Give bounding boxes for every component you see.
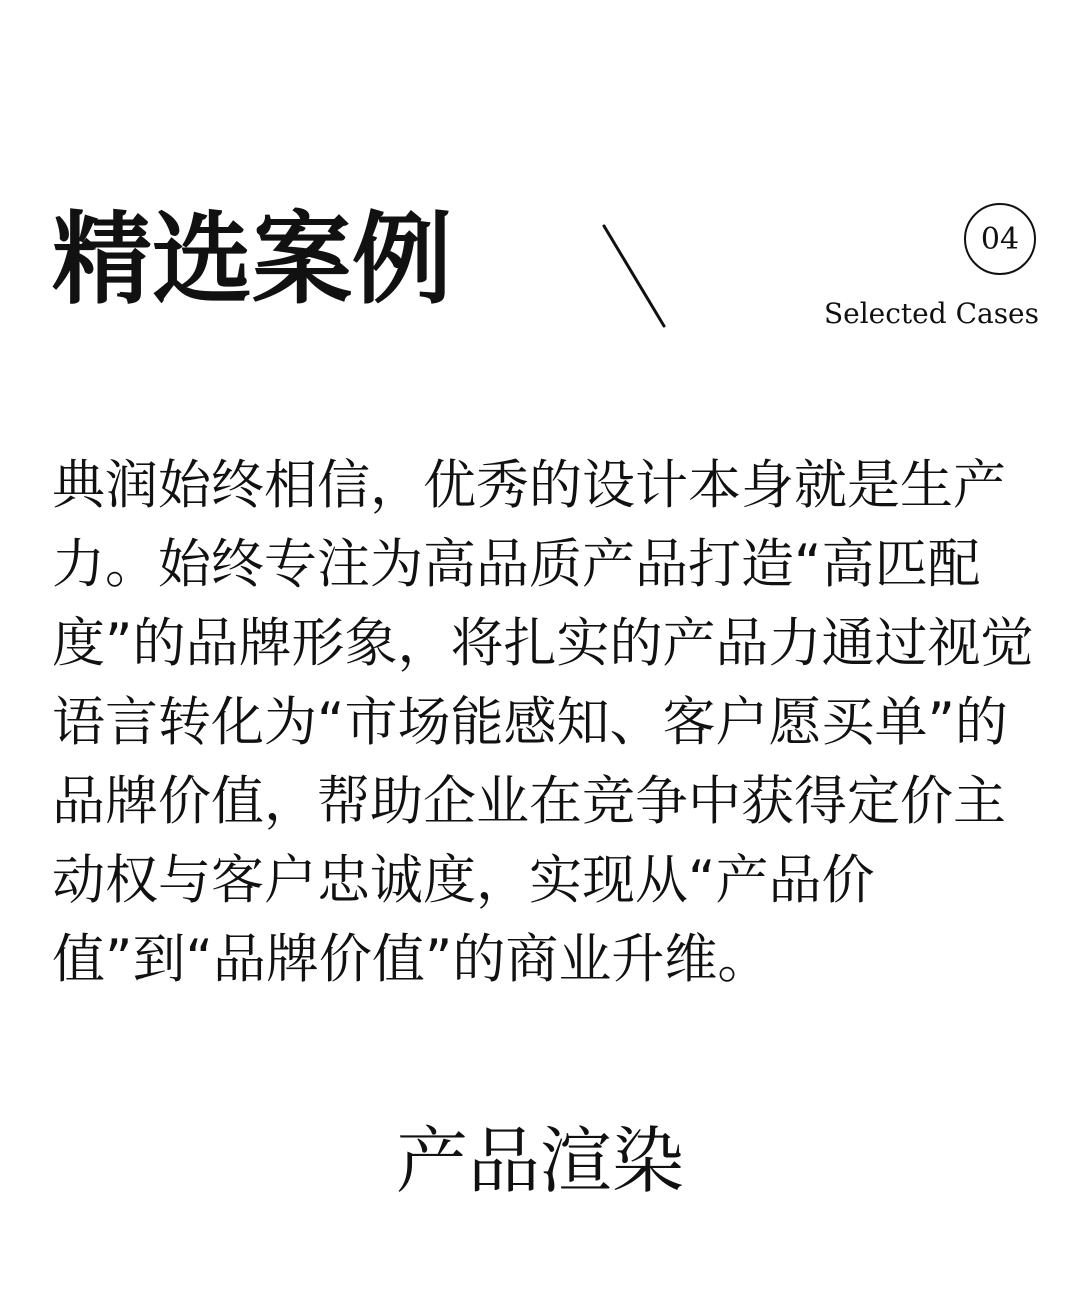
page-header	[0, 0, 1080, 360]
page-title: 精选案例	[52, 201, 452, 318]
english-subtitle: Selected Cases	[823, 297, 1039, 330]
section-number-badge	[964, 203, 1036, 275]
section-heading: 产品渲染	[395, 1119, 684, 1203]
intro-paragraph: 典润始终相信，优秀的设计本身就是生产力。始终专注为高品质产品打造“高匹配度”的品牌形象，将扎实的产品力通过视觉语言转化为“市场能感知、客户愿买单”的品牌价值，帮助企业在竞争中获得定价主动权与客户忠诚度，实现从“产品价值”到“品牌价值”的商业升维。	[52, 455, 1034, 990]
backslash-divider-icon	[600, 222, 668, 330]
section-number: 04	[980, 221, 1020, 257]
